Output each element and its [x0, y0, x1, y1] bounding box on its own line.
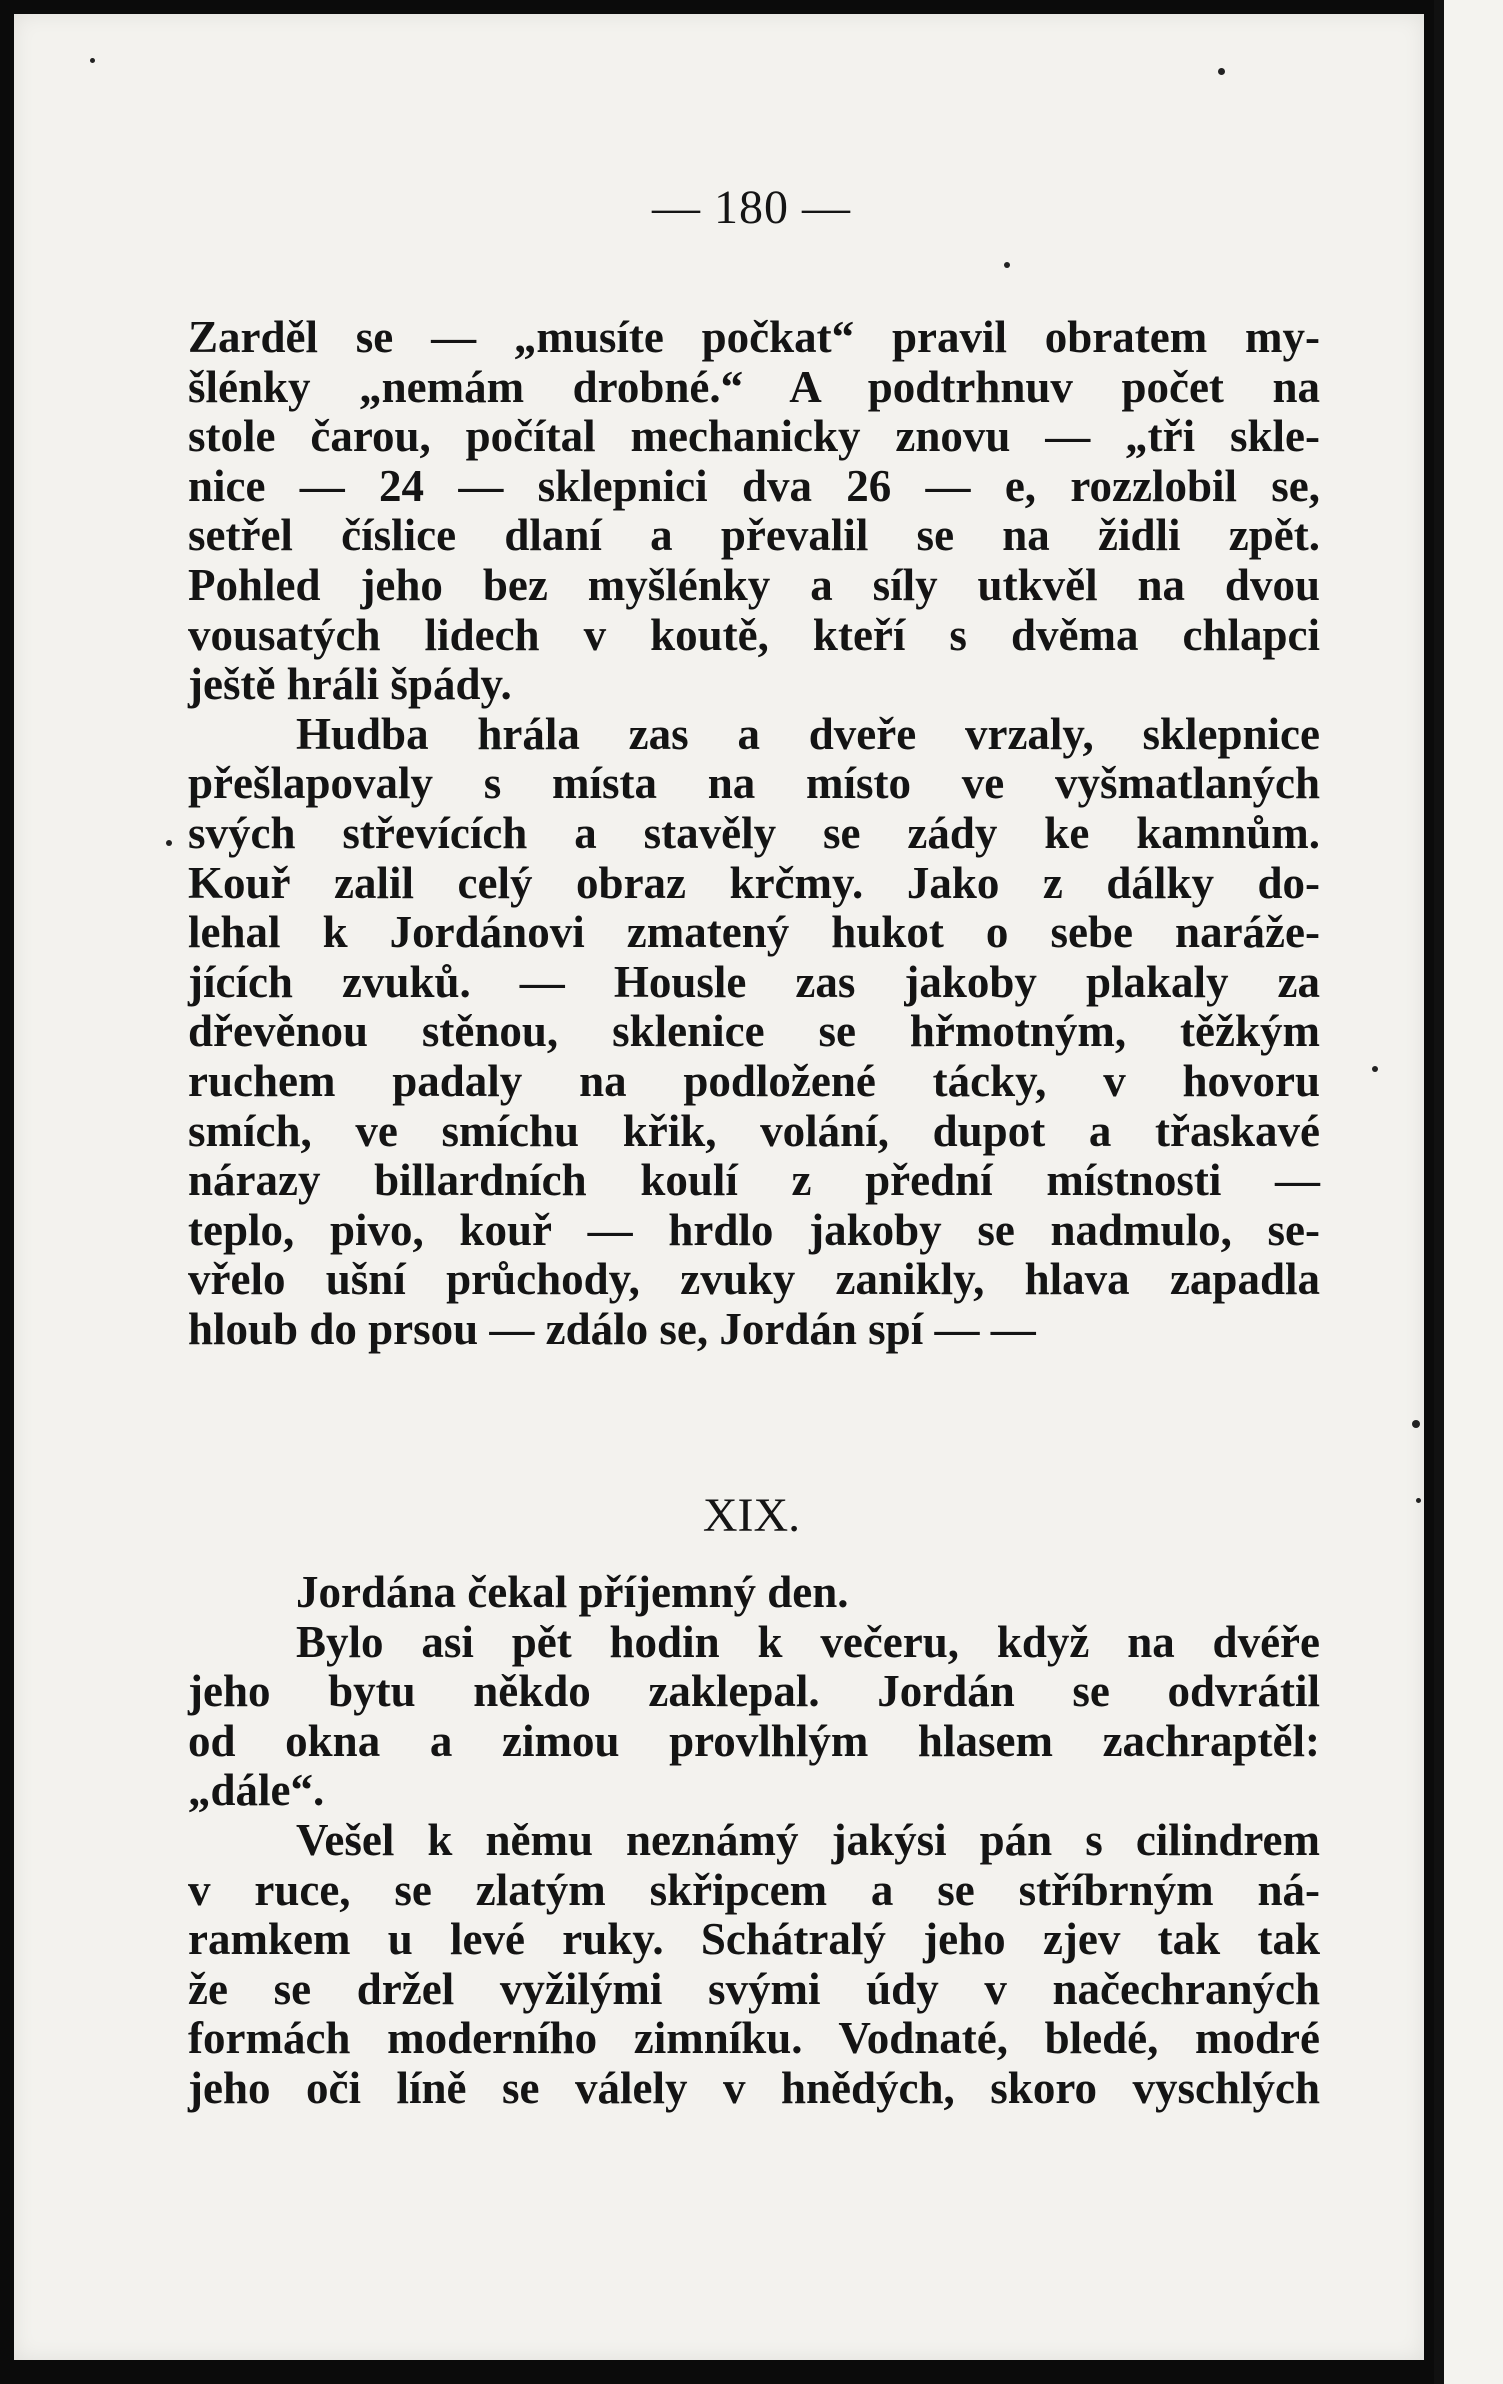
scan-speck [1218, 68, 1225, 75]
text-line: v ruce, se zlatým skřipcem a se stříbrným ná- [188, 1864, 1320, 1915]
text-line: ramkem u levé ruky. Schátralý jeho zjev tak tak [188, 1914, 1320, 1965]
text-line: Vešel k němu neznámý jakýsi pán s cilindrem [296, 1814, 1320, 1865]
text-line: smích, ve smíchu křik, volání, dupot a třaskavé [188, 1105, 1320, 1156]
text-line: Kouř zalil celý obraz krčmy. Jako z dálky do- [188, 857, 1320, 908]
scan-speck [1412, 1420, 1420, 1428]
text-line: hloub do prsou — zdálo se, Jordán spí — — [188, 1303, 1036, 1354]
page-number: — 180 — [652, 181, 851, 234]
scan-speck [1004, 262, 1010, 268]
text-line: formách moderního zimníku. Vodnaté, bledé, modré [188, 2013, 1320, 2064]
text-line: teplo, pivo, kouř — hrdlo jakoby se nadmulo, se- [188, 1204, 1320, 1255]
chapter-heading: XIX. [702, 1489, 801, 1542]
text-line: přešlapovaly s místa na místo ve vyšmatlaných [188, 758, 1320, 809]
text-line: dřevěnou stěnou, sklenice se hřmotným, těžkým [188, 1006, 1320, 1057]
text-line: Pohled jeho bez myšlénky a síly utkvěl na dvou [188, 559, 1320, 610]
scan-speck [90, 58, 95, 63]
text-line: Jordána čekal příjemný den. [296, 1567, 849, 1617]
text-line: nárazy billardních koulí z přední místnosti — [188, 1155, 1320, 1206]
text-line: že se držel vyžilými svými údy v načechraných [188, 1963, 1320, 2014]
text-line: stole čarou, počítal mechanicky znovu — „tři skle- [188, 411, 1320, 462]
text-line: jeho bytu někdo zaklepal. Jordán se odvrátil [188, 1666, 1320, 1717]
text-line: lehal k Jordánovi zmatený hukot o sebe naráže- [188, 907, 1320, 958]
text-line: setřel číslice dlaní a převalil se na židli zpět. [188, 510, 1320, 561]
text-block-1 [188, 313, 1320, 1354]
text-line: šlénky „nemám drobné.“ A podtrhnuv počet na [188, 361, 1320, 412]
text-line: jeho oči líně se válely v hnědých, skoro vyschlých [188, 2062, 1320, 2113]
scan-margin [1434, 0, 1503, 2384]
text-line: ruchem padaly na podložené tácky, v hovoru [188, 1055, 1320, 1106]
text-line: Bylo asi pět hodin k večeru, když na dvéře [296, 1616, 1320, 1667]
text-line: ještě hráli špády. [188, 659, 512, 710]
scan-speck [166, 840, 172, 846]
text-block-2 [188, 1568, 1320, 2114]
text-line: Hudba hrála zas a dveře vrzaly, sklepnice [296, 708, 1320, 759]
text-line: svých střevících a stavěly se zády ke kamnům. [188, 807, 1320, 858]
text-line: od okna a zimou provlhlým hlasem zachraptěl: [188, 1715, 1320, 1766]
text-line: Zarděl se — „musíte počkat“ pravil obratem my- [188, 312, 1320, 362]
scan-speck [1372, 1066, 1378, 1072]
text-line: „dále“. [188, 1765, 325, 1816]
text-line: jících zvuků. — Housle zas jakoby plakaly za [188, 956, 1320, 1007]
text-line: nice — 24 — sklepnici dva 26 — e, rozzlobil se, [188, 460, 1320, 511]
page-edge-shadow [1434, 0, 1444, 2384]
text-line: vřelo ušní průchody, zvuky zanikly, hlava zapadla [188, 1254, 1320, 1305]
text-line: vousatých lidech v koutě, kteří s dvěma chlapci [188, 609, 1320, 660]
